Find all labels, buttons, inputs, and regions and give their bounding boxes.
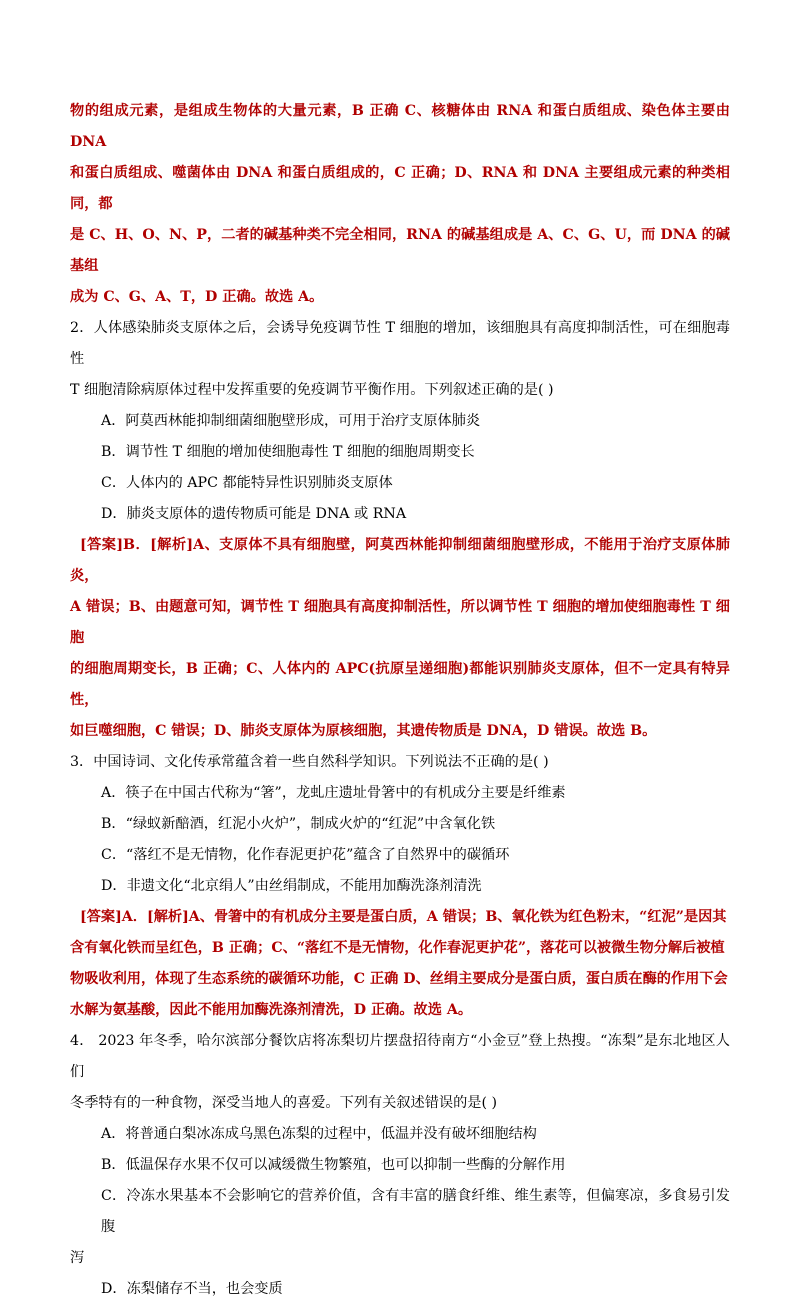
answer-line: 是 C、H、O、N、P，二者的碱基种类不完全相同，RNA 的碱基组成是 A、C、G、U，而 DNA 的碱基组 <box>70 227 730 274</box>
option-c: C．冷冻水果基本不会影响它的营养价值，含有丰富的膳食纤维、维生素等，但偏寒凉，多食易引发腹 <box>101 1188 730 1235</box>
option-c: C．人体内的 APC 都能特异性识别肺炎支原体 <box>101 475 393 491</box>
answer-line: 物吸收利用，体现了生态系统的碳循环功能，C 正确 D、丝绢主要成分是蛋白质，蛋白质在酶的作用下会 <box>70 971 728 987</box>
question-stem: 4． 2023 年冬季，哈尔滨部分餐饮店将冻梨切片摆盘招待南方“小金豆”登上热搜。“冻梨”是东北地区人们 <box>70 1033 730 1080</box>
question-stem: T 细胞清除病原体过程中发挥重要的免疫调节平衡作用。下列叙述正确的是( ) <box>70 382 554 398</box>
q1-answer-continuation <box>70 96 730 313</box>
answer-line: 和蛋白质组成、噬菌体由 DNA 和蛋白质组成的，C 正确；D、RNA 和 DNA 主要组成元素的种类相同，都 <box>70 165 730 212</box>
answer-line: [答案]B．[解析]A、支原体不具有细胞壁，阿莫西林能抑制细菌细胞壁形成，不能用于治疗支原体肺炎， <box>70 537 730 584</box>
option-a: A．阿莫西林能抑制细菌细胞壁形成，可用于治疗支原体肺炎 <box>101 413 481 429</box>
option-d: D．冻梨储存不当，也会变质 <box>101 1281 283 1297</box>
answer-line: 水解为氨基酸，因此不能用加酶洗涤剂清洗，D 正确。故选 A。 <box>70 1002 473 1018</box>
option-d: D．肺炎支原体的遗传物质可能是 DNA 或 RNA <box>101 506 407 522</box>
answer-line: [答案]A．[解析]A、骨箸中的有机成分主要是蛋白质，A 错误；B、氧化铁为红色粉末，“红泥”是因其 <box>80 909 727 925</box>
question-2 <box>70 313 730 747</box>
option-a: A．筷子在中国古代称为“箸”，龙虬庄遗址骨箸中的有机成分主要是纤维素 <box>101 785 566 801</box>
document-page <box>70 96 730 1305</box>
option-d: D．非遗文化“北京绢人”由丝绢制成，不能用加酶洗涤剂清洗 <box>101 878 482 894</box>
option-a: A．将普通白梨冰冻成乌黑色冻梨的过程中，低温并没有破坏细胞结构 <box>101 1126 537 1142</box>
answer-line: 的细胞周期变长，B 正确；C、人体内的 APC(抗原呈递细胞)都能识别肺炎支原体，但不一定具有特异性， <box>70 661 730 708</box>
question-stem: 2．人体感染肺炎支原体之后，会诱导免疫调节性 T 细胞的增加，该细胞具有高度抑制活性，可在细胞毒性 <box>70 320 730 367</box>
question-stem: 冬季特有的一种食物，深受当地人的喜爱。下列有关叙述错误的是( ) <box>70 1095 498 1111</box>
question-4 <box>70 1026 730 1305</box>
option-b: B．调节性 T 细胞的增加使细胞毒性 T 细胞的细胞周期变长 <box>101 444 475 460</box>
option-c-continued: 泻 <box>70 1250 85 1266</box>
answer-line: 含有氧化铁而呈红色，B 正确；C、“落红不是无情物，化作春泥更护花”，落花可以被微生物分解后被植 <box>70 940 725 956</box>
option-b: B．“绿蚁新醅酒，红泥小火炉”，制成火炉的“红泥”中含氧化铁 <box>101 816 496 832</box>
question-3 <box>70 747 730 1026</box>
answer-line: 如巨噬细胞，C 错误；D、肺炎支原体为原核细胞，其遗传物质是 DNA，D 错误。故选 B。 <box>70 723 657 739</box>
answer-line: 物的组成元素，是组成生物体的大量元素，B 正确 C、核糖体由 RNA 和蛋白质组成、染色体主要由 DNA <box>70 103 730 150</box>
answer-line: 成为 C、G、A、T，D 正确。故选 A。 <box>70 289 324 305</box>
option-c: C．“落红不是无情物，化作春泥更护花”蕴含了自然界中的碳循环 <box>101 847 510 863</box>
option-b: B．低温保存水果不仅可以减缓微生物繁殖，也可以抑制一些酶的分解作用 <box>101 1157 566 1173</box>
answer-line: A 错误；B、由题意可知，调节性 T 细胞具有高度抑制活性，所以调节性 T 细胞的增加使细胞毒性 T 细胞 <box>70 599 730 646</box>
question-stem: 3．中国诗词、文化传承常蕴含着一些自然科学知识。下列说法不正确的是( ) <box>70 754 549 770</box>
